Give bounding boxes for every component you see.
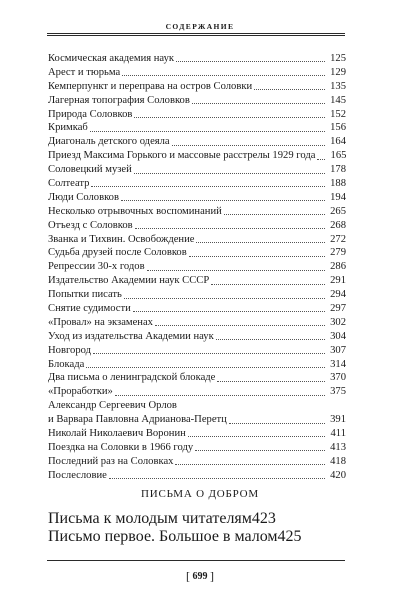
toc-entry-page: 129 [330,66,346,78]
toc-entry-title: Издательство Академии наук СССР [48,275,210,287]
toc-entry[interactable] [48,330,346,344]
toc-entry[interactable] [48,358,346,372]
toc-entry[interactable] [48,233,346,247]
running-head: СОДЕРЖАНИЕ [165,22,235,31]
toc-entry-page: 279 [330,247,346,259]
toc-entry-title: Кримкаб [48,122,88,134]
toc-entry-page: 314 [330,358,346,370]
dot-leader [91,186,325,187]
toc-entry-page: 145 [330,94,346,106]
toc-entry-title: Природа Соловков [48,108,133,120]
folio-bracket-open: [ [186,569,190,583]
toc-entry-title: Снятие судимости [48,303,131,315]
toc-entry-page: 135 [330,80,346,92]
toc-entry-title: Арест и тюрьма [48,66,121,78]
toc-entry-title: Кемперпункт и переправа на остров Соловки [48,80,253,92]
toc-entry-page: 370 [330,372,346,384]
toc-entry[interactable] [48,121,346,135]
toc-entry[interactable] [48,205,346,219]
toc-entry-line1[interactable]: Александр Сергеевич Орлов [48,400,177,412]
dot-leader [224,214,325,215]
toc-entry-page: 268 [330,219,346,231]
dot-leader [147,270,325,271]
toc-entry[interactable] [48,316,346,330]
toc-entry-page: 291 [330,275,346,287]
toc-entry-title: Диагональ детского одеяла [48,136,170,148]
toc-entry-title: «Проработки» [48,386,113,398]
toc-entry-page: 164 [330,136,346,148]
dot-leader [175,464,325,465]
toc-entry[interactable] [48,80,346,94]
toc-entry-title: Попытки писать [48,289,122,301]
toc-entry-title: Несколько отрывочных воспоминаний [48,205,222,217]
toc-entry-title: Послесловие [48,469,107,481]
toc-entry-page: 165 [330,150,347,162]
dot-leader [254,89,325,90]
header-rule [47,33,345,34]
dot-leader [121,200,325,201]
toc-entry[interactable] [48,149,346,163]
toc-entry[interactable] [48,413,346,427]
toc-entry-page: 294 [330,289,346,301]
dot-leader [86,367,325,368]
toc-entry-title: Письма к молодым читателям [48,510,252,527]
toc-entry-page: 307 [330,344,346,356]
toc-entry-title: Последний раз на Соловках [48,455,174,467]
toc-entry-page: 156 [330,122,346,134]
toc-entry-page: 375 [330,386,346,398]
toc-entry-title: Отъезд с Соловков [48,219,133,231]
dot-leader [124,298,325,299]
dot-leader [176,61,325,62]
toc-entry-title: Приезд Максима Горького и массовые расстрелы 1929 года [48,150,316,162]
table-of-contents-section2 [48,510,346,546]
toc-entry-page: 178 [330,164,346,176]
toc-entry-title: Космическая академия наук [48,52,175,64]
dot-leader [195,450,325,451]
toc-entry-page: 152 [330,108,346,120]
dot-leader [93,353,325,354]
toc-entry-title: Письмо первое. Большое в малом [48,528,278,545]
dot-leader [155,325,325,326]
toc-entry-title: Люди Соловков [48,191,119,203]
toc-entry[interactable] [48,94,346,108]
toc-entry-page: 272 [330,233,346,245]
dot-leader [192,103,325,104]
toc-entry-page: 304 [330,330,346,342]
toc-entry[interactable] [48,246,346,260]
toc-entry-title: Блокада [48,358,85,370]
header-rule-thin [47,35,345,36]
toc-entry-title: Новгород [48,344,92,356]
dot-leader [115,395,325,396]
toc-entry-page: 411 [330,428,346,440]
toc-entry-page: 286 [330,261,346,273]
dot-leader [189,256,325,257]
toc-entry[interactable] [48,302,346,316]
dot-leader [90,131,325,132]
toc-entry-title: Званка и Тихвин. Освобождение [48,233,195,245]
toc-entry-page: 194 [330,191,346,203]
dot-leader [188,436,325,437]
toc-entry-page: 391 [330,414,346,426]
toc-entry[interactable] [48,455,346,469]
toc-entry[interactable] [48,288,346,302]
toc-entry-title: и Варвара Павловна Адрианова-Перетц [48,414,227,426]
toc-entry-page: 423 [251,510,276,527]
toc-entry-page: 425 [277,528,302,545]
dot-leader [135,228,325,229]
toc-entry[interactable] [48,219,346,233]
folio-bracket-close: ] [210,569,214,583]
toc-entry-title: Судьба друзей после Соловков [48,247,187,259]
dot-leader [229,423,325,424]
toc-entry[interactable] [48,66,346,80]
toc-entry-page: 297 [330,303,346,315]
toc-entry-page: 265 [330,205,346,217]
folio [0,566,400,584]
toc-entry-title: Уход из издательства Академии наук [48,330,214,342]
page-number: 699 [192,571,208,582]
toc-entry[interactable] [48,427,346,441]
toc-entry[interactable] [48,385,346,399]
toc-entry[interactable] [48,344,346,358]
dot-leader [216,339,325,340]
toc-entry-page: 125 [330,52,346,64]
toc-entry-title: Два письма о ленинградской блокаде [48,372,216,384]
dot-leader [109,478,325,479]
dot-leader [134,173,325,174]
toc-entry-page: 420 [330,469,346,481]
dot-leader [122,75,325,76]
toc-entry[interactable] [48,274,346,288]
table-of-contents [48,52,346,483]
dot-leader [211,284,325,285]
toc-entry[interactable] [48,108,346,122]
toc-entry-page: 413 [330,441,346,453]
toc-entry-title: Соловецкий музей [48,164,132,176]
toc-entry[interactable] [48,260,346,274]
toc-entry[interactable] [48,163,346,177]
toc-entry-title: Солтеатр [48,178,90,189]
toc-entry-title: Поездка на Соловки в 1966 году [48,441,194,453]
toc-entry[interactable] [48,371,346,385]
dot-leader [133,311,325,312]
toc-entry[interactable] [48,510,346,528]
toc-entry-page: 188 [330,178,346,189]
dot-leader [317,159,325,160]
toc-entry-page: 302 [330,316,346,328]
toc-entry-title: «Провал» на экзаменах [48,316,153,328]
toc-entry[interactable] [48,52,346,66]
toc-entry-title: Репрессии 30-х годов [48,261,145,273]
section-heading: ПИСЬМА О ДОБРОМ [140,488,259,500]
dot-leader [217,381,325,382]
toc-entry[interactable] [48,191,346,205]
toc-entry[interactable] [48,528,346,546]
dot-leader [134,117,325,118]
dot-leader [196,242,325,243]
toc-entry-title: Николай Николаевич Воронин [48,428,186,440]
toc-entry[interactable] [48,469,346,483]
toc-entry[interactable] [48,441,346,455]
toc-entry-title: Лагерная топография Соловков [48,94,190,106]
toc-entry[interactable] [48,135,346,149]
toc-entry[interactable] [48,177,346,191]
toc-entry-page: 418 [330,455,346,467]
footer-rule [47,560,345,561]
dot-leader [172,145,325,146]
